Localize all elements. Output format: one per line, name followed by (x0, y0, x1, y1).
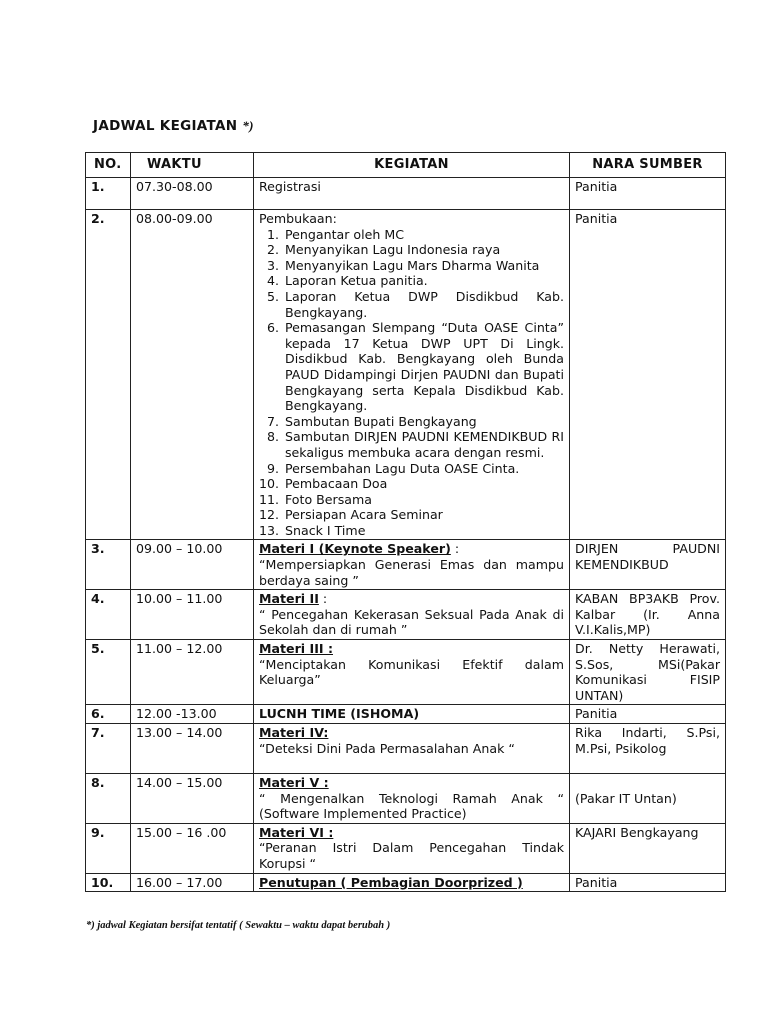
table-row (86, 178, 726, 210)
row-activity (254, 724, 570, 774)
row-no: 4. (86, 590, 131, 640)
row-time: 14.00 – 15.00 (131, 774, 254, 824)
row-speaker: Panitia (570, 873, 726, 892)
session-topic: “ Mengenalkan Teknologi Ramah Anak “ (Software Implemented Practice) (259, 790, 564, 822)
list-item: 9. Persembahan Lagu Duta OASE Cinta. (283, 461, 564, 477)
table-row (86, 823, 726, 873)
row-no: 8. (86, 774, 131, 824)
row-no: 3. (86, 540, 131, 590)
list-item: 6. Pemasangan Slempang “Duta OASE Cinta” kepada 17 Ketua DWP UPT Di Lingk. Disdikbud Kab. Bengkayang oleh Bunda PAUD Didampingi Dirjen PAUDNI dan Bupati Bengkayang serta Kepala Disdikbud Kab. Bengkayang. (283, 320, 564, 414)
schedule-table (85, 152, 726, 892)
row-no: 2. (86, 210, 131, 540)
session-topic: “Peranan Istri Dalam Pencegahan Tindak Korupsi “ (259, 840, 564, 871)
list-item: 1. Pengantar oleh MC (283, 227, 564, 243)
header-kegiatan: KEGIATAN (254, 153, 570, 178)
table-row (86, 724, 726, 774)
row-activity: Registrasi (254, 178, 570, 210)
session-title: Penutupan ( Pembagian Doorprized ) (259, 874, 523, 890)
list-item: 3. Menyanyikan Lagu Mars Dharma Wanita (283, 258, 564, 274)
session-title: Materi IV: (259, 725, 329, 740)
row-speaker: Panitia (570, 705, 726, 724)
row-activity (254, 823, 570, 873)
row-speaker: Panitia (570, 210, 726, 540)
list-item: 11. Foto Bersama (283, 492, 564, 508)
row-speaker: DIRJEN PAUDNI KEMENDIKBUD (570, 540, 726, 590)
session-title-suffix: : (318, 591, 328, 607)
session-topic: “Mempersiapkan Generasi Emas dan mampu berdaya saing ” (259, 557, 564, 588)
table-row (86, 590, 726, 640)
table-row (86, 705, 726, 724)
header-nara-sumber: NARA SUMBER (570, 153, 726, 178)
row-activity (254, 774, 570, 824)
row-speaker: KABAN BP3AKB Prov. Kalbar (Ir. Anna V.I.Kalis,MP) (570, 590, 726, 640)
table-row (86, 640, 726, 705)
session-title: Materi V : (259, 775, 329, 790)
row-time: 09.00 – 10.00 (131, 540, 254, 590)
list-item: 10. Pembacaan Doa (283, 476, 564, 492)
table-row (86, 540, 726, 590)
list-item: 12. Persiapan Acara Seminar (283, 507, 564, 523)
row-no: 6. (86, 705, 131, 724)
row-activity (254, 640, 570, 705)
row-time: 11.00 – 12.00 (131, 640, 254, 705)
session-topic: “Deteksi Dini Pada Permasalahan Anak “ (259, 740, 515, 756)
row-speaker: Dr. Netty Herawati, S.Sos, MSi(Pakar Komunikasi FISIP UNTAN) (570, 640, 726, 705)
row-speaker: Panitia (570, 178, 726, 210)
session-topic: “ Pencegahan Kekerasan Seksual Pada Anak di Sekolah dan di rumah ” (259, 606, 564, 638)
footnote: *) jadwal Kegiatan bersifat tentatif ( Sewaktu – waktu dapat berubah ) (86, 920, 391, 931)
opening-agenda-list (259, 227, 564, 539)
table-row (86, 774, 726, 824)
row-activity (254, 210, 570, 540)
title-text: JADWAL KEGIATAN (93, 118, 238, 134)
row-no: 7. (86, 724, 131, 774)
row-activity (254, 590, 570, 640)
session-title: Materi VI : (259, 824, 334, 840)
row-time: 12.00 -13.00 (131, 705, 254, 724)
list-item: 5. Laporan Ketua DWP Disdikbud Kab. Bengkayang. (283, 289, 564, 320)
row-no: 1. (86, 178, 131, 210)
session-title: Materi I (Keynote Speaker) (259, 541, 451, 557)
title-footnote-mark: *) (242, 118, 254, 133)
session-title: Materi II (259, 591, 319, 607)
row-time: 13.00 – 14.00 (131, 724, 254, 774)
row-time: 15.00 – 16 .00 (131, 823, 254, 873)
row-no: 10. (86, 873, 131, 892)
row-speaker: (Pakar IT Untan) (570, 774, 726, 824)
row-activity (254, 540, 570, 590)
session-topic: “Menciptakan Komunikasi Efektif dalam Keluarga” (259, 656, 564, 688)
list-item: 4. Laporan Ketua panitia. (283, 273, 564, 289)
table-row (86, 210, 726, 540)
row-time: 16.00 – 17.00 (131, 873, 254, 892)
list-item: 7. Sambutan Bupati Bengkayang (283, 414, 564, 430)
list-item: 13. Snack I Time (283, 523, 564, 539)
list-item: 8. Sambutan DIRJEN PAUDNI KEMENDIKBUD RI sekaligus membuka acara dengan resmi. (283, 429, 564, 460)
row-speaker: Rika Indarti, S.Psi, M.Psi, Psikolog (570, 724, 726, 774)
header-waktu: WAKTU (131, 153, 254, 178)
row-speaker: KAJARI Bengkayang (570, 823, 726, 873)
table-header-row (86, 153, 726, 178)
row-time: 08.00-09.00 (131, 210, 254, 540)
row-no: 5. (86, 640, 131, 705)
row-time: 10.00 – 11.00 (131, 590, 254, 640)
row-activity: LUCNH TIME (ISHOMA) (254, 705, 570, 724)
document-title (93, 118, 254, 134)
row-no: 9. (86, 823, 131, 873)
opening-label: Pembukaan: (259, 211, 337, 226)
row-time: 07.30-08.00 (131, 178, 254, 210)
list-item: 2. Menyanyikan Lagu Indonesia raya (283, 242, 564, 258)
session-title: Materi III : (259, 641, 333, 657)
table-row (86, 873, 726, 892)
session-title-suffix: : (450, 541, 460, 557)
header-no: NO. (86, 153, 131, 178)
row-activity (254, 873, 570, 892)
